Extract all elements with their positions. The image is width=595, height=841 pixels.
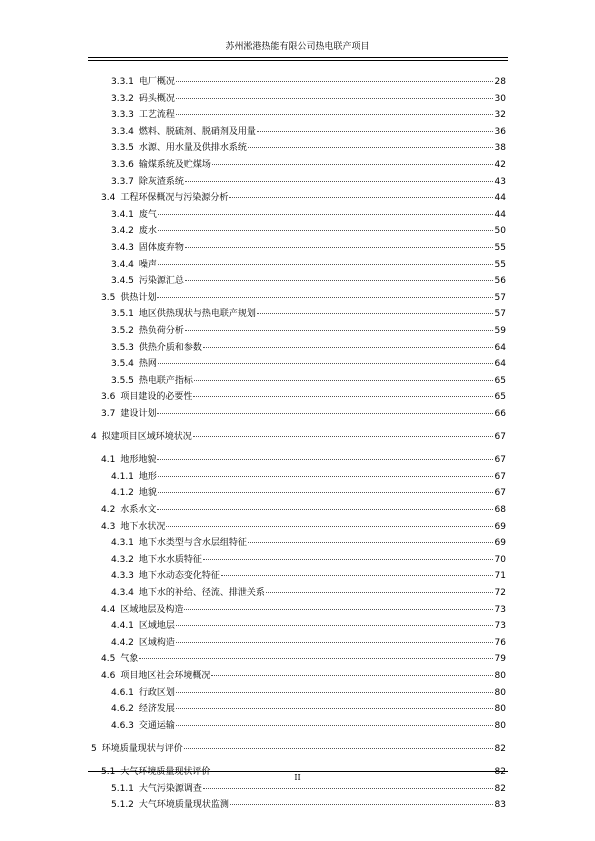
toc-entry[interactable] — [101, 600, 506, 613]
toc-entry-page: 80 — [494, 671, 506, 681]
toc-entry-page: 38 — [494, 143, 506, 154]
toc-entry-title: 区域构造 — [138, 637, 175, 648]
toc-entry-title: 交通运输 — [138, 720, 175, 731]
toc-entry-number: 3.3.3 — [111, 110, 134, 121]
toc-entry-page: 82 — [494, 767, 506, 777]
toc-dot-leader — [158, 465, 493, 477]
toc-entry-title: 供热计划 — [120, 292, 157, 303]
toc-entry-number: 3.4.1 — [111, 209, 134, 220]
toc-dot-leader — [257, 302, 493, 314]
toc-entry-page: 82 — [494, 783, 506, 794]
toc-entry-page: 67 — [494, 432, 506, 443]
toc-entry-page: 71 — [494, 571, 506, 582]
toc-entry-page: 28 — [494, 77, 506, 87]
toc-entry[interactable] — [111, 138, 506, 154]
toc-entry-title: 区域地层 — [138, 621, 175, 632]
toc-entry-title: 大气环境质量现状评价 — [120, 767, 211, 777]
toc-entry-number: 5.1 — [101, 767, 116, 777]
toc-dot-leader — [176, 714, 493, 726]
toc-entry[interactable] — [111, 371, 506, 384]
toc-entry[interactable] — [111, 633, 506, 646]
toc-entry-number: 3.3.1 — [111, 77, 134, 87]
toc-entry-number: 3.3.7 — [111, 176, 134, 187]
toc-dot-leader — [158, 203, 493, 215]
toc-entry-title: 水源、用水量及供排水系统 — [138, 143, 247, 154]
toc-dot-leader — [193, 425, 493, 437]
toc-entry[interactable] — [111, 550, 506, 563]
toc-entry-page: 55 — [494, 259, 506, 270]
toc-dot-leader — [257, 120, 493, 132]
toc-entry-title: 废气 — [138, 209, 157, 220]
toc-entry-page: 67 — [494, 488, 506, 499]
toc-entry-number: 4.6.2 — [111, 704, 134, 715]
toc-entry-page: 57 — [494, 309, 506, 320]
toc-entry[interactable] — [101, 404, 506, 417]
toc-entry-title: 地下水动态变化特征 — [138, 571, 220, 582]
toc-dot-leader — [166, 515, 492, 527]
toc-entry-page: 80 — [494, 687, 506, 698]
toc-dot-leader — [157, 402, 492, 414]
toc-entry-page: 65 — [494, 375, 506, 386]
toc-entry-page: 80 — [494, 720, 506, 731]
toc-entry[interactable] — [111, 271, 506, 287]
toc-entry-number: 3.4.5 — [111, 276, 134, 287]
toc-entry[interactable] — [111, 616, 506, 632]
toc-entry[interactable] — [101, 450, 506, 466]
toc-entry[interactable] — [111, 699, 506, 715]
toc-entry-page: 59 — [494, 326, 506, 336]
toc-entry[interactable] — [101, 500, 506, 513]
toc-entry-number: 4.4.1 — [111, 621, 134, 632]
toc-entry-page: 83 — [494, 800, 506, 811]
toc-entry[interactable] — [111, 304, 506, 320]
toc-dot-leader — [221, 564, 493, 576]
toc-entry-title: 输煤系统及贮煤场 — [138, 160, 211, 170]
toc-dot-leader — [176, 103, 493, 115]
toc-entry-page: 65 — [494, 392, 506, 403]
toc-entry-number: 4.6.3 — [111, 720, 134, 731]
toc-entry-title: 地区供热现状与热电联产规划 — [138, 309, 256, 320]
toc-dot-leader — [176, 631, 493, 643]
toc-entry-page: 44 — [494, 193, 506, 204]
toc-entry-number: 3.3.6 — [111, 160, 134, 170]
toc-entry-page: 32 — [494, 110, 506, 121]
toc-entry-number: 3.3.2 — [111, 93, 134, 104]
toc-entry-page: 68 — [494, 505, 506, 515]
toc-entry[interactable] — [101, 188, 506, 204]
toc-entry-number: 4.2 — [101, 505, 116, 515]
toc-dot-leader — [230, 793, 493, 805]
toc-entry-page: 67 — [494, 471, 506, 482]
toc-entry-title: 热负荷分析 — [138, 326, 184, 336]
toc-entry-title: 水系水文 — [120, 505, 157, 515]
toc-entry-title: 热网 — [138, 359, 157, 370]
toc-entry-number: 4.4 — [101, 604, 116, 615]
toc-entry[interactable] — [111, 205, 506, 218]
toc-dot-leader — [248, 531, 493, 543]
toc-entry[interactable] — [111, 683, 506, 696]
toc-entry-number: 4.5 — [101, 654, 116, 665]
toc-entry[interactable] — [101, 288, 506, 301]
toc-entry[interactable] — [101, 517, 506, 530]
toc-dot-leader — [158, 219, 493, 231]
toc-entry[interactable] — [111, 795, 506, 811]
footer-rule — [88, 771, 508, 772]
toc-entry-title: 气象 — [120, 654, 139, 665]
toc-entry-number: 5.1.1 — [111, 783, 134, 794]
toc-entry-number: 3.5.4 — [111, 359, 134, 370]
toc-entry-title: 热电联产指标 — [138, 375, 193, 386]
toc-entry-number: 3.4.2 — [111, 226, 134, 237]
toc-dot-leader — [158, 253, 493, 265]
toc-entry-page: 30 — [494, 93, 506, 104]
toc-entry-page: 50 — [494, 226, 506, 237]
toc-entry-title: 大气污染源调查 — [138, 783, 202, 794]
toc-entry-title: 燃料、脱硫剂、脱硝剂及用量 — [138, 126, 256, 137]
toc-entry[interactable] — [111, 338, 506, 351]
toc-entry[interactable] — [111, 172, 506, 185]
toc-entry[interactable] — [111, 483, 506, 499]
toc-entry[interactable] — [111, 221, 506, 237]
toc-dot-leader — [176, 614, 493, 626]
toc-entry-number: 4.6 — [101, 671, 116, 681]
toc-entry-title: 地下水类型与含水层组特征 — [138, 538, 247, 549]
toc-entry-page: 57 — [494, 292, 506, 303]
toc-entry-page: 80 — [494, 704, 506, 715]
toc-entry-title: 区域地层及构造 — [120, 604, 184, 615]
toc-entry-number: 4.1 — [101, 455, 116, 466]
toc-entry-number: 4.3.1 — [111, 538, 134, 549]
toc-entry-title: 供热介质和参数 — [138, 342, 202, 353]
toc-dot-leader — [266, 581, 493, 593]
toc-entry[interactable] — [111, 354, 506, 370]
toc-entry-number: 3.3.5 — [111, 143, 134, 154]
toc-entry-title: 地下水水质特征 — [138, 554, 202, 565]
toc-entry-page: 72 — [494, 588, 506, 598]
toc-entry-title: 除灰渣系统 — [138, 176, 184, 187]
toc-entry-number: 3.6 — [101, 392, 116, 403]
toc-entry-title: 固体废弃物 — [138, 243, 184, 253]
toc-dot-leader — [184, 737, 493, 749]
toc-entry-title: 建设计划 — [120, 409, 157, 419]
toc-dot-leader — [185, 170, 493, 182]
toc-entry-page: 69 — [494, 521, 506, 532]
running-header-title: 苏州淞港热能有限公司热电联产项目 — [225, 42, 370, 52]
toc-entry-page: 73 — [494, 604, 506, 615]
toc-entry-title: 码头概况 — [138, 93, 175, 104]
toc-dot-leader — [176, 87, 493, 99]
toc-entry[interactable] — [111, 716, 506, 729]
toc-dot-leader — [212, 153, 493, 165]
toc-entry-title: 地下水的补给、径流、排泄关系 — [138, 588, 265, 598]
toc-entry-page: 64 — [494, 359, 506, 370]
toc-entry-number: 3.4.4 — [111, 259, 134, 270]
toc-entry-number: 3.5.2 — [111, 326, 134, 336]
toc-dot-leader — [203, 336, 493, 348]
toc-entry-title: 经济发展 — [138, 704, 175, 715]
toc-dot-leader — [248, 136, 493, 148]
toc-entry[interactable] — [111, 566, 506, 582]
toc-entry[interactable] — [91, 739, 506, 752]
toc-entry-number: 3.4.3 — [111, 243, 134, 253]
toc-dot-leader — [185, 319, 493, 331]
toc-entry-title: 噪声 — [138, 259, 157, 270]
toc-entry-number: 4.6.1 — [111, 687, 134, 698]
toc-entry-page: 44 — [494, 209, 506, 220]
toc-entry-number: 4.3.4 — [111, 588, 134, 598]
toc-entry-title: 污染源汇总 — [138, 276, 184, 287]
toc-entry-page: 70 — [494, 554, 506, 565]
toc-entry-page: 73 — [494, 621, 506, 632]
toc-entry-number: 3.4 — [101, 193, 116, 204]
header-rule — [88, 57, 508, 58]
toc-dot-leader — [157, 448, 492, 460]
toc-dot-leader — [211, 664, 492, 676]
toc-entry-title: 废水 — [138, 226, 157, 237]
toc-entry-page: 76 — [494, 637, 506, 648]
toc-entry-title: 项目建设的必要性 — [120, 392, 193, 403]
toc-entry-number: 4.3.3 — [111, 571, 134, 582]
toc-entry-number: 4.3.2 — [111, 554, 134, 565]
toc-dot-leader — [157, 498, 492, 510]
toc-entry-title: 工程环保概况与污染源分析 — [120, 193, 229, 204]
toc-entry-title: 行政区划 — [138, 687, 175, 698]
toc-entry[interactable] — [101, 387, 506, 403]
page-number: II — [294, 773, 301, 782]
toc-entry-page: 42 — [494, 160, 506, 170]
toc-entry-page: 69 — [494, 538, 506, 549]
toc-entry[interactable] — [111, 321, 506, 334]
toc-entry[interactable] — [101, 666, 506, 679]
toc-dot-leader — [203, 548, 493, 560]
toc-dot-leader — [139, 647, 492, 659]
header-rule-thin — [88, 60, 508, 61]
toc-entry-title: 项目地区社会环境概况 — [120, 671, 211, 681]
toc-entry-title: 地形 — [138, 471, 157, 482]
toc-entry-page: 55 — [494, 243, 506, 253]
toc-entry-number: 4.4.2 — [111, 637, 134, 648]
toc-entry-page: 79 — [494, 654, 506, 665]
toc-entry-number: 3.5.3 — [111, 342, 134, 353]
toc-entry-title: 大气环境质量现状监测 — [138, 800, 229, 811]
toc-dot-leader — [176, 697, 493, 709]
toc-entry[interactable] — [111, 72, 506, 85]
toc-entry-page: 66 — [494, 409, 506, 419]
toc-entry-number: 4.1.2 — [111, 488, 134, 499]
toc-entry-title: 环境质量现状与评价 — [101, 743, 183, 754]
toc-dot-leader — [193, 385, 492, 397]
toc-entry-title: 工艺流程 — [138, 110, 175, 121]
toc-entry-page: 82 — [494, 743, 506, 754]
toc-dot-leader — [176, 70, 493, 82]
toc-entry-title: 地貌 — [138, 488, 157, 499]
toc-dot-leader — [158, 352, 493, 364]
toc-entry-number: 5 — [91, 743, 97, 754]
toc-entry-number: 3.3.4 — [111, 126, 134, 137]
toc-dot-leader — [184, 598, 492, 610]
toc-entry-number: 4.1.1 — [111, 471, 134, 482]
toc-entry-title: 地形地貌 — [120, 455, 157, 466]
toc-entry-title: 电厂概况 — [138, 77, 175, 87]
toc-entry-number: 5.1.2 — [111, 800, 134, 811]
toc-entry[interactable] — [111, 255, 506, 268]
toc-entry-title: 地下水状况 — [120, 521, 166, 532]
toc-entry-number: 3.5.5 — [111, 375, 134, 386]
toc-entry-number: 4.3 — [101, 521, 116, 532]
toc-entry[interactable] — [111, 122, 506, 135]
toc-entry-number: 3.5 — [101, 292, 116, 303]
toc-dot-leader — [158, 481, 493, 493]
toc-entry[interactable] — [111, 155, 506, 168]
toc-entry[interactable] — [111, 89, 506, 102]
toc-entry-page: 67 — [494, 455, 506, 466]
toc-entry[interactable] — [111, 533, 506, 549]
toc-entry-number: 3.7 — [101, 409, 116, 419]
toc-dot-leader — [185, 236, 493, 248]
toc-entry-number: 4 — [91, 432, 97, 443]
toc-entry[interactable] — [101, 649, 506, 665]
toc-entry[interactable] — [111, 238, 506, 251]
toc-entry-title: 拟建项目区域环境状况 — [101, 432, 192, 443]
toc-entry-page: 36 — [494, 126, 506, 137]
toc-dot-leader — [194, 369, 493, 381]
toc-dot-leader — [176, 681, 493, 693]
toc-entry-page: 64 — [494, 342, 506, 353]
toc-entry-number: 3.5.1 — [111, 309, 134, 320]
toc-dot-leader — [157, 286, 492, 298]
toc-entry[interactable] — [91, 427, 506, 443]
toc-dot-leader — [229, 186, 492, 198]
toc-entry[interactable] — [111, 105, 506, 121]
toc-entry-page: 56 — [494, 276, 506, 287]
toc-entry[interactable] — [111, 467, 506, 480]
toc-entry[interactable] — [111, 583, 506, 596]
toc-entry-page: 43 — [494, 176, 506, 187]
toc-dot-leader — [185, 269, 493, 281]
